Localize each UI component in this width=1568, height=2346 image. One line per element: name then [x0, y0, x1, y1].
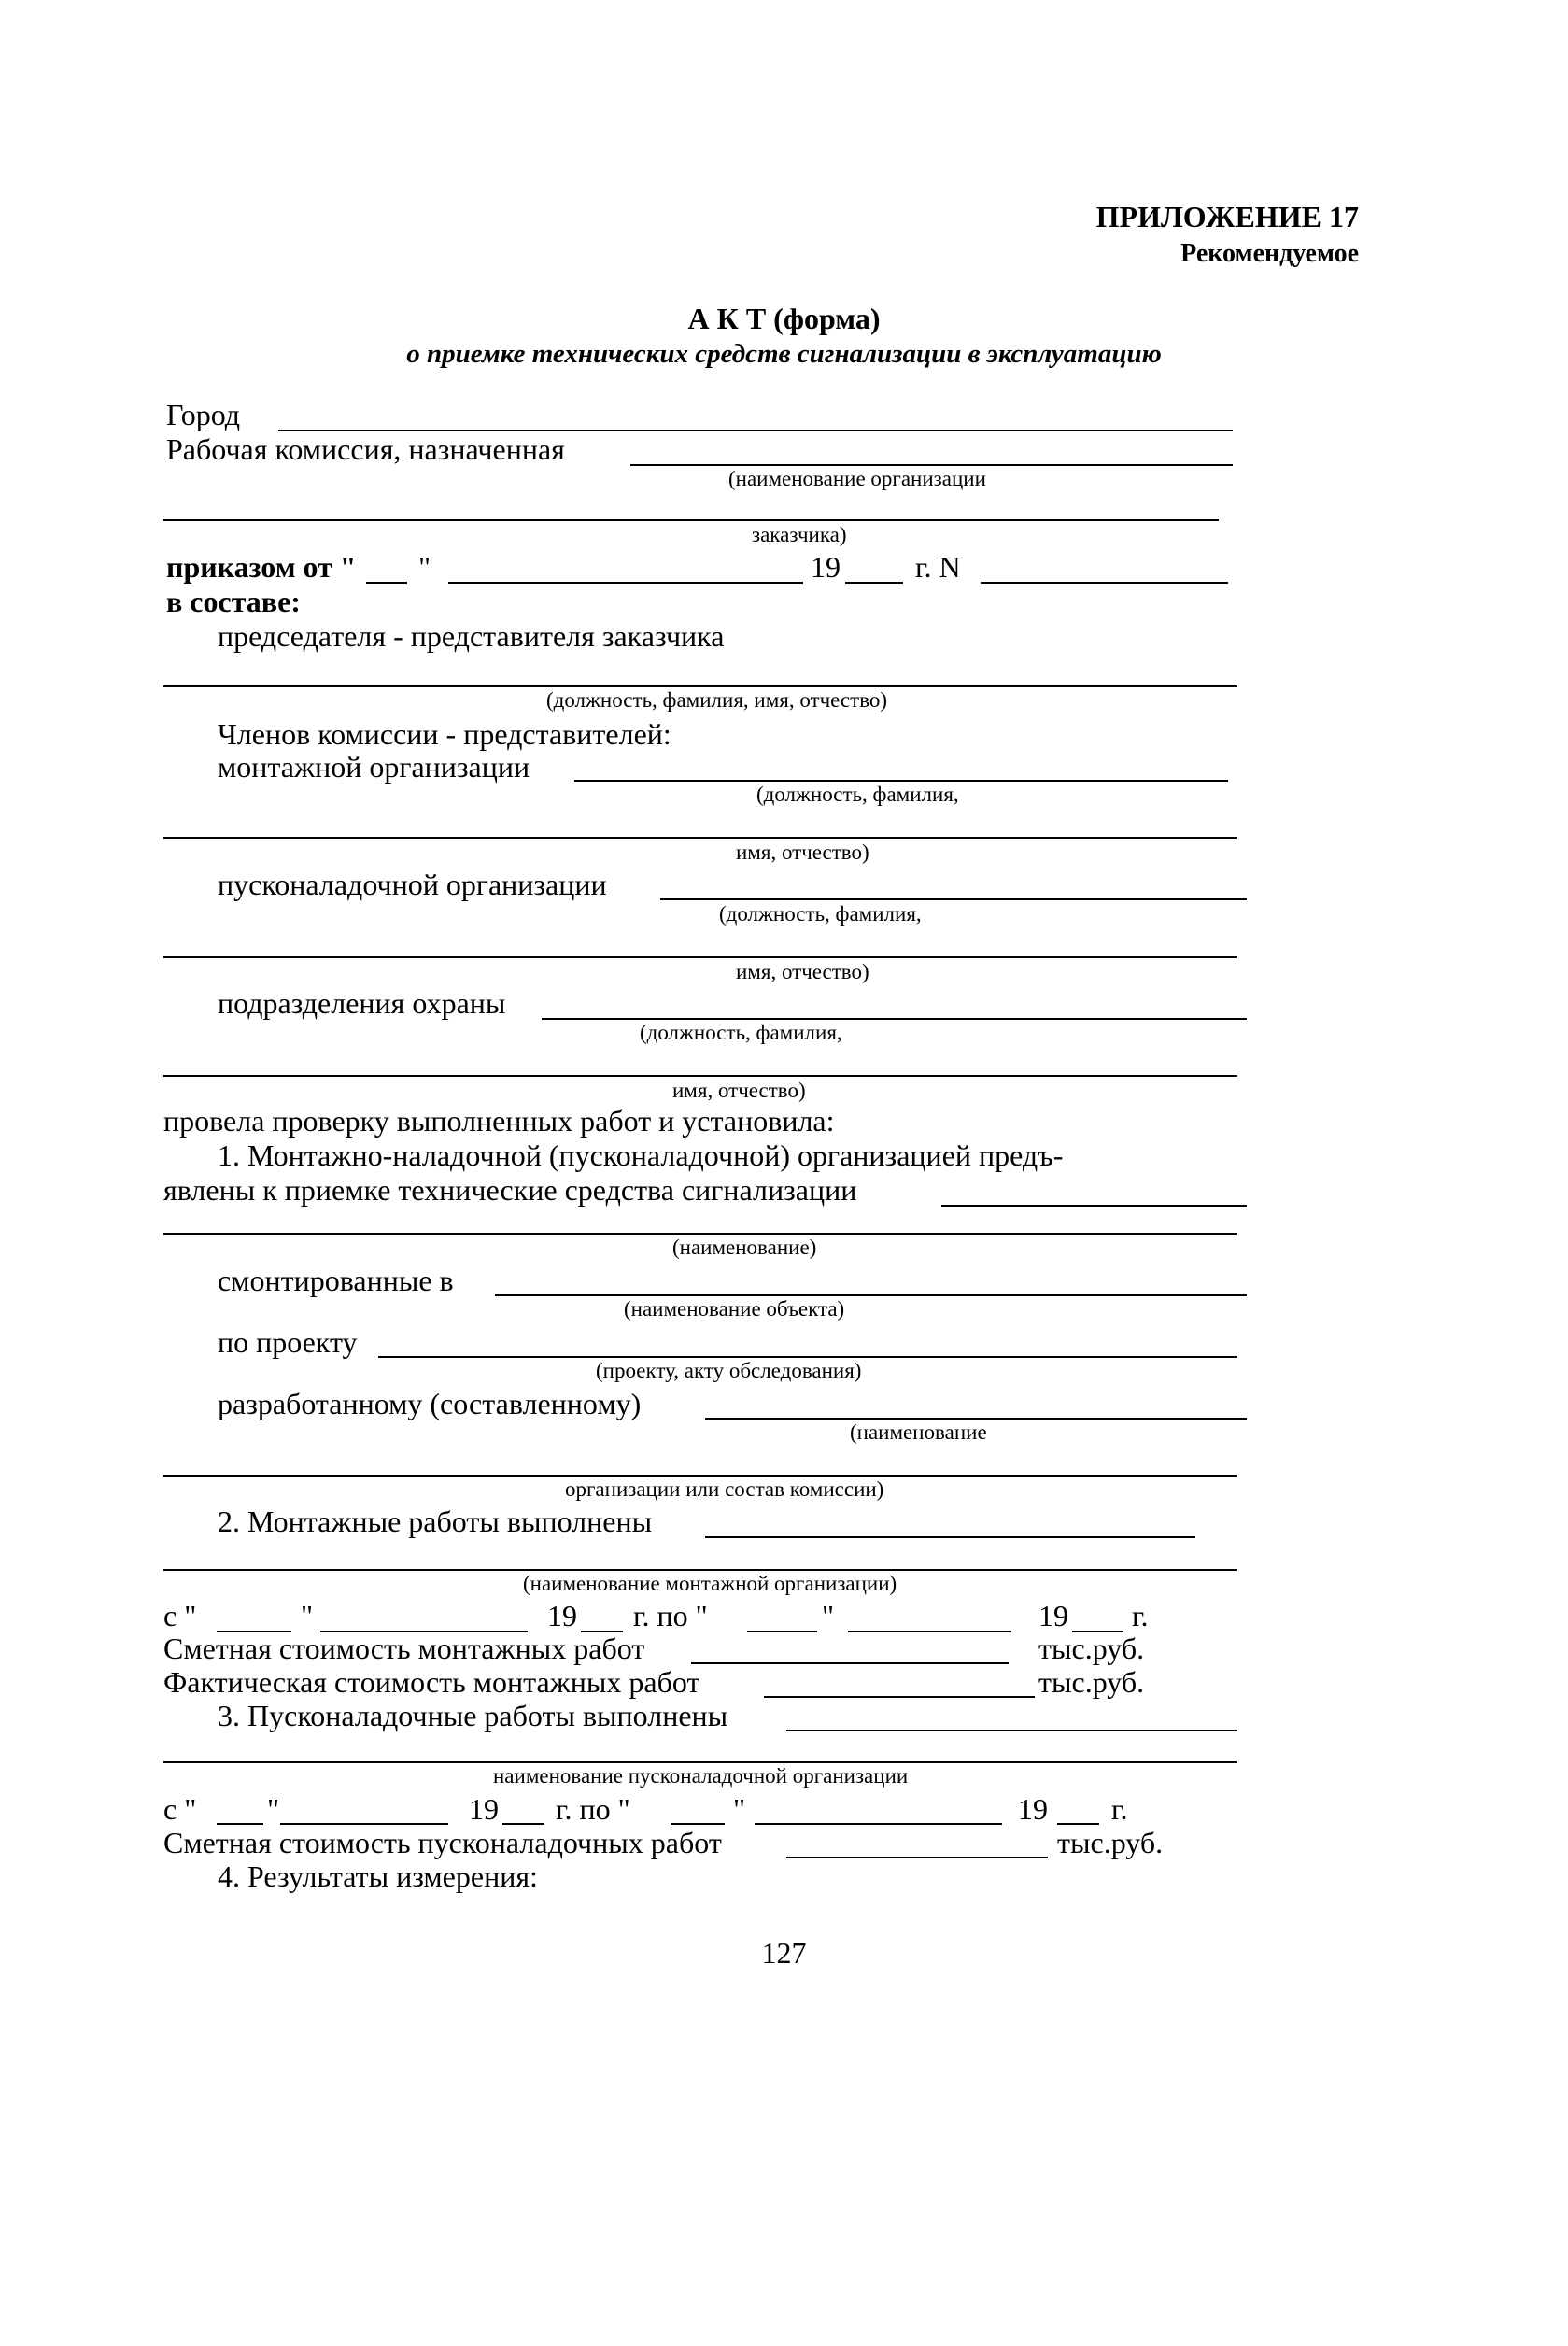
city-label: Город — [166, 398, 241, 431]
install-to-label: г. по " — [633, 1599, 708, 1632]
commissioning-year-2: 19 — [1018, 1792, 1048, 1826]
developed-blank-2[interactable] — [163, 1475, 1237, 1477]
estimated-commissioning-blank[interactable] — [786, 1857, 1048, 1858]
install-org-label: монтажной организации — [218, 750, 530, 784]
install-to-day-blank[interactable] — [747, 1631, 817, 1632]
item1-line1: 1. Монтажно-наладочной (пусконаладочной) организацией предъ- — [218, 1138, 1064, 1172]
install-year-1: 19 — [547, 1599, 577, 1632]
appendix-status: Рекомендуемое — [1180, 239, 1359, 268]
commissioning-to-label: г. по " — [556, 1792, 630, 1826]
security-blank[interactable] — [542, 1018, 1247, 1020]
item2-caption: (наименование монтажной организации) — [523, 1572, 897, 1595]
appendix-number: ПРИЛОЖЕНИЕ 17 — [1095, 200, 1359, 233]
order-year-label: 19 — [811, 550, 841, 584]
commission-blank[interactable] — [630, 464, 1233, 466]
install-quote-2: " — [822, 1599, 835, 1632]
commissioning-works-blank-2[interactable] — [163, 1761, 1237, 1763]
estimated-install-unit: тыс.руб. — [1038, 1632, 1145, 1665]
chairman-caption: (должность, фамилия, имя, отчество) — [546, 688, 888, 712]
commissioning-quote-1: " — [267, 1792, 280, 1826]
actual-install-unit: тыс.руб. — [1038, 1665, 1145, 1699]
commissioning-works-blank[interactable] — [786, 1730, 1237, 1731]
install-year-2: 19 — [1038, 1599, 1068, 1632]
install-caption-1: (должность, фамилия, — [756, 783, 959, 806]
by-project-blank[interactable] — [378, 1356, 1237, 1358]
document-subtitle: о приемке технических средств сигнализации в эксплуатацию — [406, 339, 1162, 369]
security-blank-2[interactable] — [163, 1075, 1237, 1077]
customer-blank[interactable] — [163, 519, 1219, 521]
commissioning-org-blank[interactable] — [660, 898, 1247, 900]
commissioning-quote-2: " — [733, 1792, 746, 1826]
order-prefix: приказом от " — [166, 550, 357, 584]
commissioning-caption-1: (должность, фамилия, — [719, 902, 922, 926]
commissioning-to-month-blank[interactable] — [755, 1823, 1002, 1825]
actual-install-label: Фактическая стоимость монтажных работ — [163, 1665, 700, 1699]
security-caption-1: (должность, фамилия, — [640, 1021, 842, 1044]
mounted-in-label: смонтированные в — [218, 1264, 454, 1297]
commissioning-date-from: с " — [163, 1792, 197, 1826]
commissioning-year-1: 19 — [469, 1792, 499, 1826]
developed-blank[interactable] — [705, 1418, 1247, 1420]
item3-caption: наименование пусконаладочной организации — [493, 1764, 909, 1788]
checked-statement: провела проверку выполненных работ и установила: — [163, 1104, 835, 1138]
install-to-month-blank[interactable] — [848, 1631, 1011, 1632]
security-label: подразделения охраны — [218, 986, 506, 1020]
order-year-blank[interactable] — [845, 582, 903, 584]
install-works-blank[interactable] — [705, 1536, 1195, 1538]
item1-caption: (наименование) — [672, 1236, 817, 1259]
item3-label: 3. Пусконаладочные работы выполнены — [218, 1699, 728, 1732]
org-caption-2: заказчика) — [752, 523, 847, 546]
developed-caption-2: организации или состав комиссии) — [565, 1477, 884, 1501]
developed-caption-1: (наименование — [850, 1420, 987, 1444]
item1-line2: явлены к приемке технические средства сигнализации — [163, 1173, 857, 1207]
by-project-label: по проекту — [218, 1325, 358, 1359]
estimated-install-blank[interactable] — [691, 1662, 1009, 1664]
security-caption-2: имя, отчество) — [672, 1079, 806, 1102]
order-day-blank[interactable] — [366, 582, 407, 584]
commission-label: Рабочая комиссия, назначенная — [166, 432, 565, 466]
estimated-install-label: Сметная стоимость монтажных работ — [163, 1632, 645, 1665]
install-org-blank-2[interactable] — [163, 837, 1237, 839]
chairman-label: председателя - представителя заказчика — [218, 619, 725, 653]
commissioning-caption-2: имя, отчество) — [736, 960, 869, 983]
alarm-means-blank[interactable] — [941, 1205, 1247, 1207]
order-quote: " — [418, 550, 431, 584]
commissioning-g-end: г. — [1111, 1792, 1128, 1826]
chairman-blank[interactable] — [163, 685, 1237, 687]
commissioning-org-label: пусконаладочной организации — [218, 868, 607, 901]
install-org-blank[interactable] — [574, 780, 1228, 782]
commissioning-org-blank-2[interactable] — [163, 956, 1237, 958]
mounted-in-blank[interactable] — [495, 1294, 1247, 1296]
actual-install-blank[interactable] — [764, 1696, 1035, 1698]
order-month-blank[interactable] — [448, 582, 803, 584]
developed-label: разработанному (составленному) — [218, 1387, 642, 1420]
install-quote-1: " — [301, 1599, 314, 1632]
alarm-means-blank-2[interactable] — [163, 1233, 1237, 1235]
org-caption-1: (наименование организации — [728, 467, 986, 490]
composition-label: в составе: — [166, 585, 301, 618]
members-label: Членов комиссии - представителей: — [218, 717, 671, 751]
item2-label: 2. Монтажные работы выполнены — [218, 1505, 653, 1538]
page-number: 127 — [761, 1936, 807, 1970]
install-caption-2: имя, отчество) — [736, 841, 869, 864]
item4-label: 4. Результаты измерения: — [218, 1859, 538, 1893]
order-number-label: г. N — [915, 550, 961, 584]
install-date-from: с " — [163, 1599, 197, 1632]
install-g-end: г. — [1132, 1599, 1149, 1632]
estimated-commissioning-unit: тыс.руб. — [1057, 1826, 1164, 1859]
mounted-caption: (наименование объекта) — [624, 1297, 845, 1321]
order-number-blank[interactable] — [981, 582, 1228, 584]
estimated-commissioning-label: Сметная стоимость пусконаладочных работ — [163, 1826, 722, 1859]
install-works-blank-2[interactable] — [163, 1569, 1237, 1571]
project-caption: (проекту, акту обследования) — [596, 1359, 862, 1382]
document-title: А К Т (форма) — [687, 302, 881, 335]
